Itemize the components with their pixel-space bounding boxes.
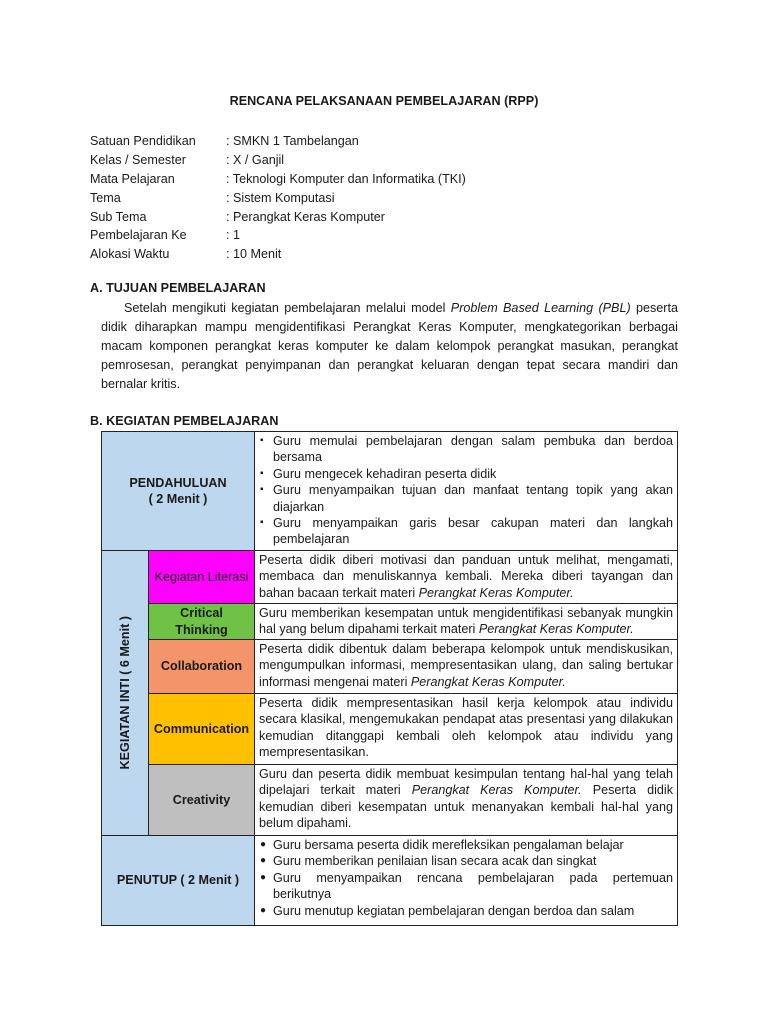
pendahuluan-row — [102, 432, 678, 551]
square-bullet-icon: ▪ — [260, 484, 264, 496]
list-item: ▪ Guru menyampaikan garis besar cakupan materi dan langkah pembelajaran — [260, 516, 673, 547]
section-a-paragraph — [101, 299, 678, 394]
list-item: ▪ Guru menyampaikan tujuan dan manfaat tentang topik yang akan diajarkan — [260, 483, 673, 514]
critical-thinking-label: Critical Thinking — [149, 604, 255, 640]
pendahuluan-content — [255, 432, 678, 551]
round-bullet-icon: ● — [260, 871, 267, 883]
identity-value: : SMKN 1 Tambelangan — [226, 134, 359, 148]
identity-row — [90, 170, 466, 189]
identity-value: : X / Ganjil — [226, 152, 285, 167]
identity-label: Pembelajaran Ke — [90, 228, 187, 243]
identity-row — [90, 189, 466, 208]
section-a-heading: A. TUJUAN PEMBELAJARAN — [90, 281, 266, 295]
critical-thinking-content: Guru memberikan kesempatan untuk mengidentifikasi sebanyak mungkin hal yang belum dipahami terkait materi Perangkat Keras Komputer. — [255, 604, 678, 640]
identity-value: : Perangkat Keras Komputer — [226, 209, 385, 224]
list-item: ● Guru memberikan penilaian lisan secara acak dan singkat — [260, 854, 597, 869]
identity-row — [90, 245, 466, 264]
inti-label-text: KEGIATAN INTI ( 6 Menit ) — [117, 616, 132, 770]
penutup-row — [102, 836, 678, 926]
list-item: ● Guru bersama peserta didik merefleksikan pengalaman belajar — [260, 838, 624, 852]
identity-row — [90, 226, 466, 245]
communication-label: Communication — [149, 694, 255, 765]
objective-text: Setelah mengikuti kegiatan pembelajaran melalui model — [124, 301, 451, 315]
list-item: ▪ Guru mengecek kehadiran peserta didik — [260, 466, 497, 481]
square-bullet-icon: ▪ — [260, 467, 264, 479]
collaboration-content: Peserta didik dibentuk dalam beberapa kelompok untuk mendiskusikan, mengumpulkan informasi, mempresentasikan ulang, dan saling bertukar informasi mengenai materi Perangkat Keras Komputer. — [255, 640, 678, 694]
identity-list — [90, 132, 466, 264]
document-title: RENCANA PELAKSANAAN PEMBELAJARAN (RPP) — [229, 94, 539, 108]
round-bullet-icon: ● — [260, 855, 267, 867]
penutup-list — [259, 837, 673, 919]
list-item: ▪ Guru memulai pembelajaran dengan salam pembuka dan berdoa bersama — [260, 434, 673, 465]
section-b-heading: B. KEGIATAN PEMBELAJARAN — [90, 414, 279, 428]
identity-value: : Sistem Komputasi — [226, 190, 335, 205]
inti-row-critical — [102, 604, 678, 640]
identity-label: Kelas / Semester — [90, 152, 186, 167]
identity-value: : Teknologi Komputer dan Informatika (TKI) — [226, 171, 466, 186]
objective-model: Problem Based Learning (PBL) — [450, 301, 631, 315]
inti-row-collaboration — [102, 640, 678, 694]
identity-label: Tema — [90, 190, 121, 205]
identity-row — [90, 132, 466, 151]
round-bullet-icon: ● — [260, 904, 267, 916]
identity-value: : 1 — [226, 228, 241, 243]
identity-label: Satuan Pendidikan — [90, 134, 196, 148]
inti-row-creativity — [102, 765, 678, 836]
identity-row — [90, 151, 466, 170]
inti-row-literasi — [102, 551, 678, 604]
square-bullet-icon: ▪ — [260, 435, 264, 446]
activities-table — [101, 431, 678, 926]
identity-value: : 10 Menit — [226, 247, 282, 262]
identity-label: Sub Tema — [90, 209, 147, 224]
penutup-content — [255, 836, 678, 926]
inti-label — [102, 551, 149, 836]
penutup-label: PENUTUP ( 2 Menit ) — [102, 836, 255, 926]
communication-content: Peserta didik mempresentasikan hasil kerja kelompok atau individu secara klasikal, mengemukakan pendapat atas presentasi yang dilakukan kemudian ditanggapi kembali oleh kelompok atau individu yang mempresentasikan. — [255, 694, 678, 765]
objective-text-rest: peserta didik diharapkan mampu mengidentifikasi Perangkat Keras Komputer, mengkategorikan berbagai macam komponen perangkat keras komputer ke dalam kelompok perangkat masukan, perangkat pemrosesan, perangkat penyimpanan dan perangkat keluaran dengan tepat secara mandiri dan bernalar kritis. — [101, 301, 678, 391]
identity-label: Mata Pelajaran — [90, 171, 175, 186]
list-item: ● Guru menyampaikan rencana pembelajaran pada pertemuan berikutnya — [260, 870, 673, 902]
pendahuluan-list — [259, 433, 673, 548]
activities-table-wrap — [101, 431, 678, 926]
creativity-content: Guru dan peserta didik membuat kesimpulan tentang hal-hal yang telah dipelajari terkait materi Perangkat Keras Komputer. Peserta didik kemudian diberi kesempatan untuk menanyakan kembali hal-hal yang belum dipahami. — [255, 765, 678, 836]
creativity-label: Creativity — [149, 765, 255, 836]
pendahuluan-title: PENDAHULUAN — [129, 475, 227, 490]
literasi-label: Kegiatan Literasi — [149, 551, 255, 604]
round-bullet-icon: ● — [260, 839, 267, 850]
identity-label: Alokasi Waktu — [90, 247, 170, 262]
list-item: ● Guru menutup kegiatan pembelajaran dengan berdoa dan salam — [260, 903, 635, 918]
literasi-content: Peserta didik diberi motivasi dan panduan untuk melihat, mengamati, membaca dan menuliskannya kembali. Mereka diberi tayangan dan bahan bacaan terkait materi Perangkat Keras Komputer. — [255, 551, 678, 604]
identity-row — [90, 208, 466, 227]
square-bullet-icon: ▪ — [260, 517, 264, 529]
pendahuluan-duration: ( 2 Menit ) — [148, 492, 208, 506]
collaboration-label: Collaboration — [149, 640, 255, 694]
pendahuluan-label — [102, 432, 255, 551]
inti-row-communication — [102, 694, 678, 765]
